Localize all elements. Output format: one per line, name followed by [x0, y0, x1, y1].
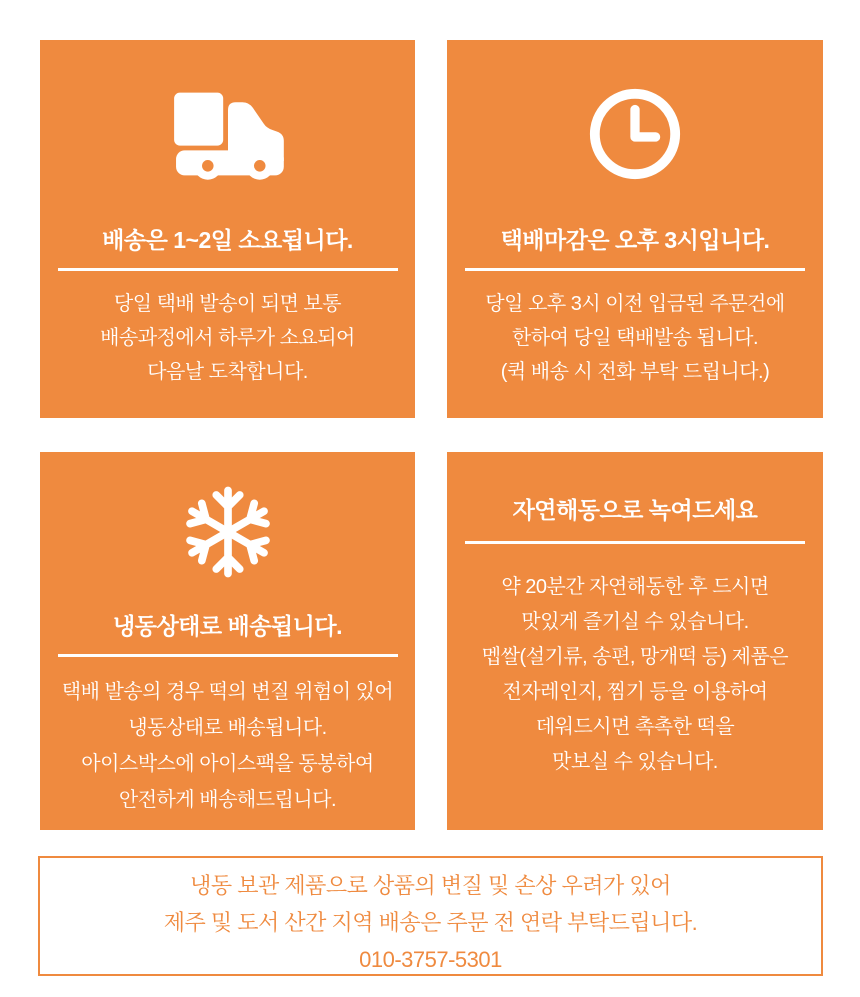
clock-icon: [447, 82, 823, 186]
card-body: 택배 발송의 경우 떡의 변질 위험이 있어 냉동상태로 배송됩니다. 아이스박스에 아이스팩을 동봉하여 안전하게 배송해드립니다.: [61, 681, 394, 811]
snowflake-icon: [40, 479, 415, 585]
notice-box: [38, 856, 823, 976]
card-body: 당일 오후 3시 이전 입금된 주문건에 한하여 당일 택배발송 됩니다. (퀵 배송 시 전화 부탁 드립니다.): [485, 293, 785, 383]
title-divider: [465, 268, 805, 271]
card-title: 택배마감은 오후 3시입니다.: [500, 227, 770, 253]
card-body: 당일 택배 발송이 되면 보통 배송과정에서 하루가 소요되어 다음날 도착합니다.: [100, 293, 355, 383]
card-pickup-deadline: [447, 40, 823, 418]
card-title: 자연해동으로 녹여드세요: [512, 497, 758, 523]
card-title: 배송은 1~2일 소요됩니다.: [102, 227, 353, 253]
card-body: 약 20분간 자연해동한 후 드시면 맛있게 즐기실 수 있습니다. 멥쌀(설기류, 송편, 망개떡 등) 제품은 전자레인지, 찜기 등을 이용하여 데워드시면 촉촉한 떡을 맛보실 수 있습니다.: [481, 576, 789, 773]
card-delivery-duration: [40, 40, 415, 418]
truck-icon: [40, 84, 415, 186]
title-divider: [465, 541, 805, 544]
title-divider: [58, 654, 398, 657]
card-frozen-shipping: [40, 452, 415, 830]
info-cards-grid: [40, 40, 823, 830]
card-thawing-guide: [447, 452, 823, 830]
title-divider: [58, 268, 398, 271]
card-title: 냉동상태로 배송됩니다.: [113, 613, 342, 639]
notice-text: 냉동 보관 제품으로 상품의 변질 및 손상 우려가 있어 제주 및 도서 산간 지역 배송은 주문 전 연락 부탁드립니다. 010-3757-5301: [163, 873, 698, 972]
